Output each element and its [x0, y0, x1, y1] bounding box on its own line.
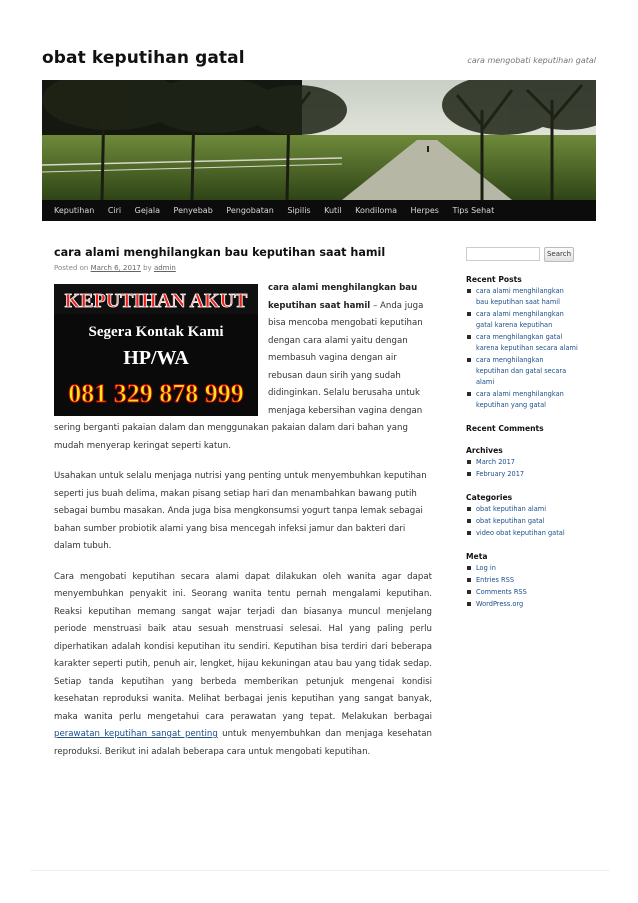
post-meta-prefix: Posted on: [54, 264, 89, 272]
meta-title: Meta: [466, 552, 488, 561]
search-button[interactable]: Search: [544, 247, 574, 262]
meta-link-wordpress[interactable]: WordPress.org: [466, 599, 578, 610]
nav-item-kutil[interactable]: Kutil: [324, 206, 342, 215]
banner-line-3: HP/WA: [123, 347, 189, 369]
sidebar: [466, 246, 578, 611]
archive-link[interactable]: March 2017: [466, 457, 578, 468]
post-meta: [54, 264, 432, 272]
categories-title: Categories: [466, 493, 513, 502]
recent-comments-widget: [466, 424, 578, 433]
header-image: [42, 80, 596, 200]
recent-post-link[interactable]: cara alami menghilangkan keputihan yang gatal: [466, 389, 578, 411]
post-paragraph-3-text-a: Cara mengobati keputihan secara alami dapat dilakukan oleh wanita agar dapat menyembuhkan penyakit ini. Seorang wanita tentu pernah mengalami keputihan. Reaksi keputihan memang sangat wajar terjadi dan biasanya muncul menjelang periode menstruasi baik atau sesuah menstruasi selesai. Hal yang paling perlu diperhatikan adalah kondisi keputihan itu sendiri. Keputihan bisa terdiri dari beberapa karakter seperti putih, penuh air, lengket, hijau kekuningan atau bau yang tidak sedap. Setiap tanda keputihan yang berbeda memberikan petunjuk mengenai kondisi kesehatan reproduksi wanita. Melihat berbagai jenis keputihan yang sangat banyak, maka wanita perlu mengetahui cara perawatan yang tepat. Melakukan berbagai: [54, 571, 432, 722]
recent-post-link[interactable]: cara menghilangkan gatal karena keputihan secara alami: [466, 332, 578, 354]
nav-item-gejala[interactable]: Gejala: [134, 206, 161, 215]
post-content: [54, 240, 432, 774]
category-link[interactable]: obat keputihan alami: [466, 504, 578, 515]
post-paragraph-3-text-b: untuk menyembuhkan dan menjaga kesehatan reproduksi. Berikut ini adalah beberapa cara untuk mengobati keputihan.: [54, 729, 432, 757]
archive-link[interactable]: February 2017: [466, 469, 578, 480]
meta-link-entries-rss[interactable]: Entries RSS: [466, 575, 578, 586]
nav-item-pengobatan[interactable]: Pengobatan: [226, 206, 274, 215]
search-input[interactable]: [466, 247, 540, 261]
archives-widget: [466, 446, 578, 480]
post-title[interactable]: cara alami menghilangkan bau keputihan saat hamil: [54, 246, 386, 259]
nav-item-herpes[interactable]: Herpes: [410, 206, 439, 215]
banner-line-1: KEPUTIHAN AKUT: [64, 290, 248, 312]
meta-link-comments-rss[interactable]: Comments RSS: [466, 587, 578, 598]
nav-item-sipilis[interactable]: Sipilis: [287, 206, 311, 215]
recent-post-link[interactable]: cara alami menghilangkan gatal karena keputihan: [466, 309, 578, 331]
post-date-link[interactable]: March 6, 2017: [90, 264, 141, 272]
post-author-link[interactable]: admin: [153, 264, 176, 272]
promo-banner-image: [54, 284, 258, 416]
category-link[interactable]: obat keputihan gatal: [466, 516, 578, 527]
nav-item-tips-sehat[interactable]: Tips Sehat: [452, 206, 495, 215]
recent-posts-title: Recent Posts: [466, 275, 522, 284]
recent-post-link[interactable]: cara menghilangkan keputihan dan gatal secara alami: [466, 355, 578, 388]
post-paragraph-1-text: – Anda juga bisa mencoba mengobati keputihan dengan cara alami yaitu dengan membasuh vagina dengan air rebusan daun sirih yang sudah didinginkan. Selalu berusaha untuk menjaga kebersihan vagina dengan sering berganti pakaian dalam dan menggunakan pakaian dalam dari bahan yang mudah menyerap keringat seperti katun.: [54, 300, 424, 451]
post-paragraph-2: Usahakan untuk selalu menjaga nutrisi yang penting untuk menyembuhkan keputihan seperti jus buah delima, makan pisang setiap hari dan menambahkan bawang putih sebagai bumbu masakan. Anda juga bisa mengkonsumsi yogurt tanpa lemak sebagai bahan sumber probiotik alami yang bisa mencegah infeksi jamur dan bakteri dari dalam tubuh.: [54, 471, 427, 551]
categories-widget: [466, 493, 578, 539]
post-paragraph-3: [54, 569, 432, 762]
category-link[interactable]: video obat keputihan gatal: [466, 528, 578, 539]
archives-title: Archives: [466, 446, 503, 455]
post-keyword-bold: cara alami menghilangkan bau keputihan saat hamil: [268, 283, 418, 311]
nav-item-penyebab[interactable]: Penyebab: [173, 206, 213, 215]
meta-widget: [466, 552, 578, 610]
recent-post-link[interactable]: cara alami menghilangkan bau keputihan saat hamil: [466, 286, 578, 308]
main-navigation: [42, 200, 596, 221]
meta-link-login[interactable]: Log in: [466, 563, 578, 574]
search-form: [466, 246, 578, 262]
perawatan-keputihan-link[interactable]: perawatan keputihan sangat penting: [54, 729, 218, 739]
recent-posts-widget: [466, 275, 578, 411]
nav-item-ciri[interactable]: Ciri: [107, 206, 122, 215]
banner-line-2: Segera Kontak Kami: [88, 324, 224, 340]
post-meta-by: by: [143, 264, 152, 272]
nav-item-kondiloma[interactable]: Kondiloma: [355, 206, 398, 215]
site-title[interactable]: obat keputihan gatal: [42, 48, 245, 68]
site-description: cara mengobati keputihan gatal: [467, 56, 596, 65]
header-landscape-graphic: [42, 80, 596, 200]
footer-divider: [30, 870, 610, 871]
banner-line-4: 081 329 878 999: [68, 379, 244, 408]
nav-item-keputihan[interactable]: Keputihan: [54, 206, 95, 215]
post-entry: [54, 280, 432, 761]
recent-comments-title: Recent Comments: [466, 424, 544, 433]
